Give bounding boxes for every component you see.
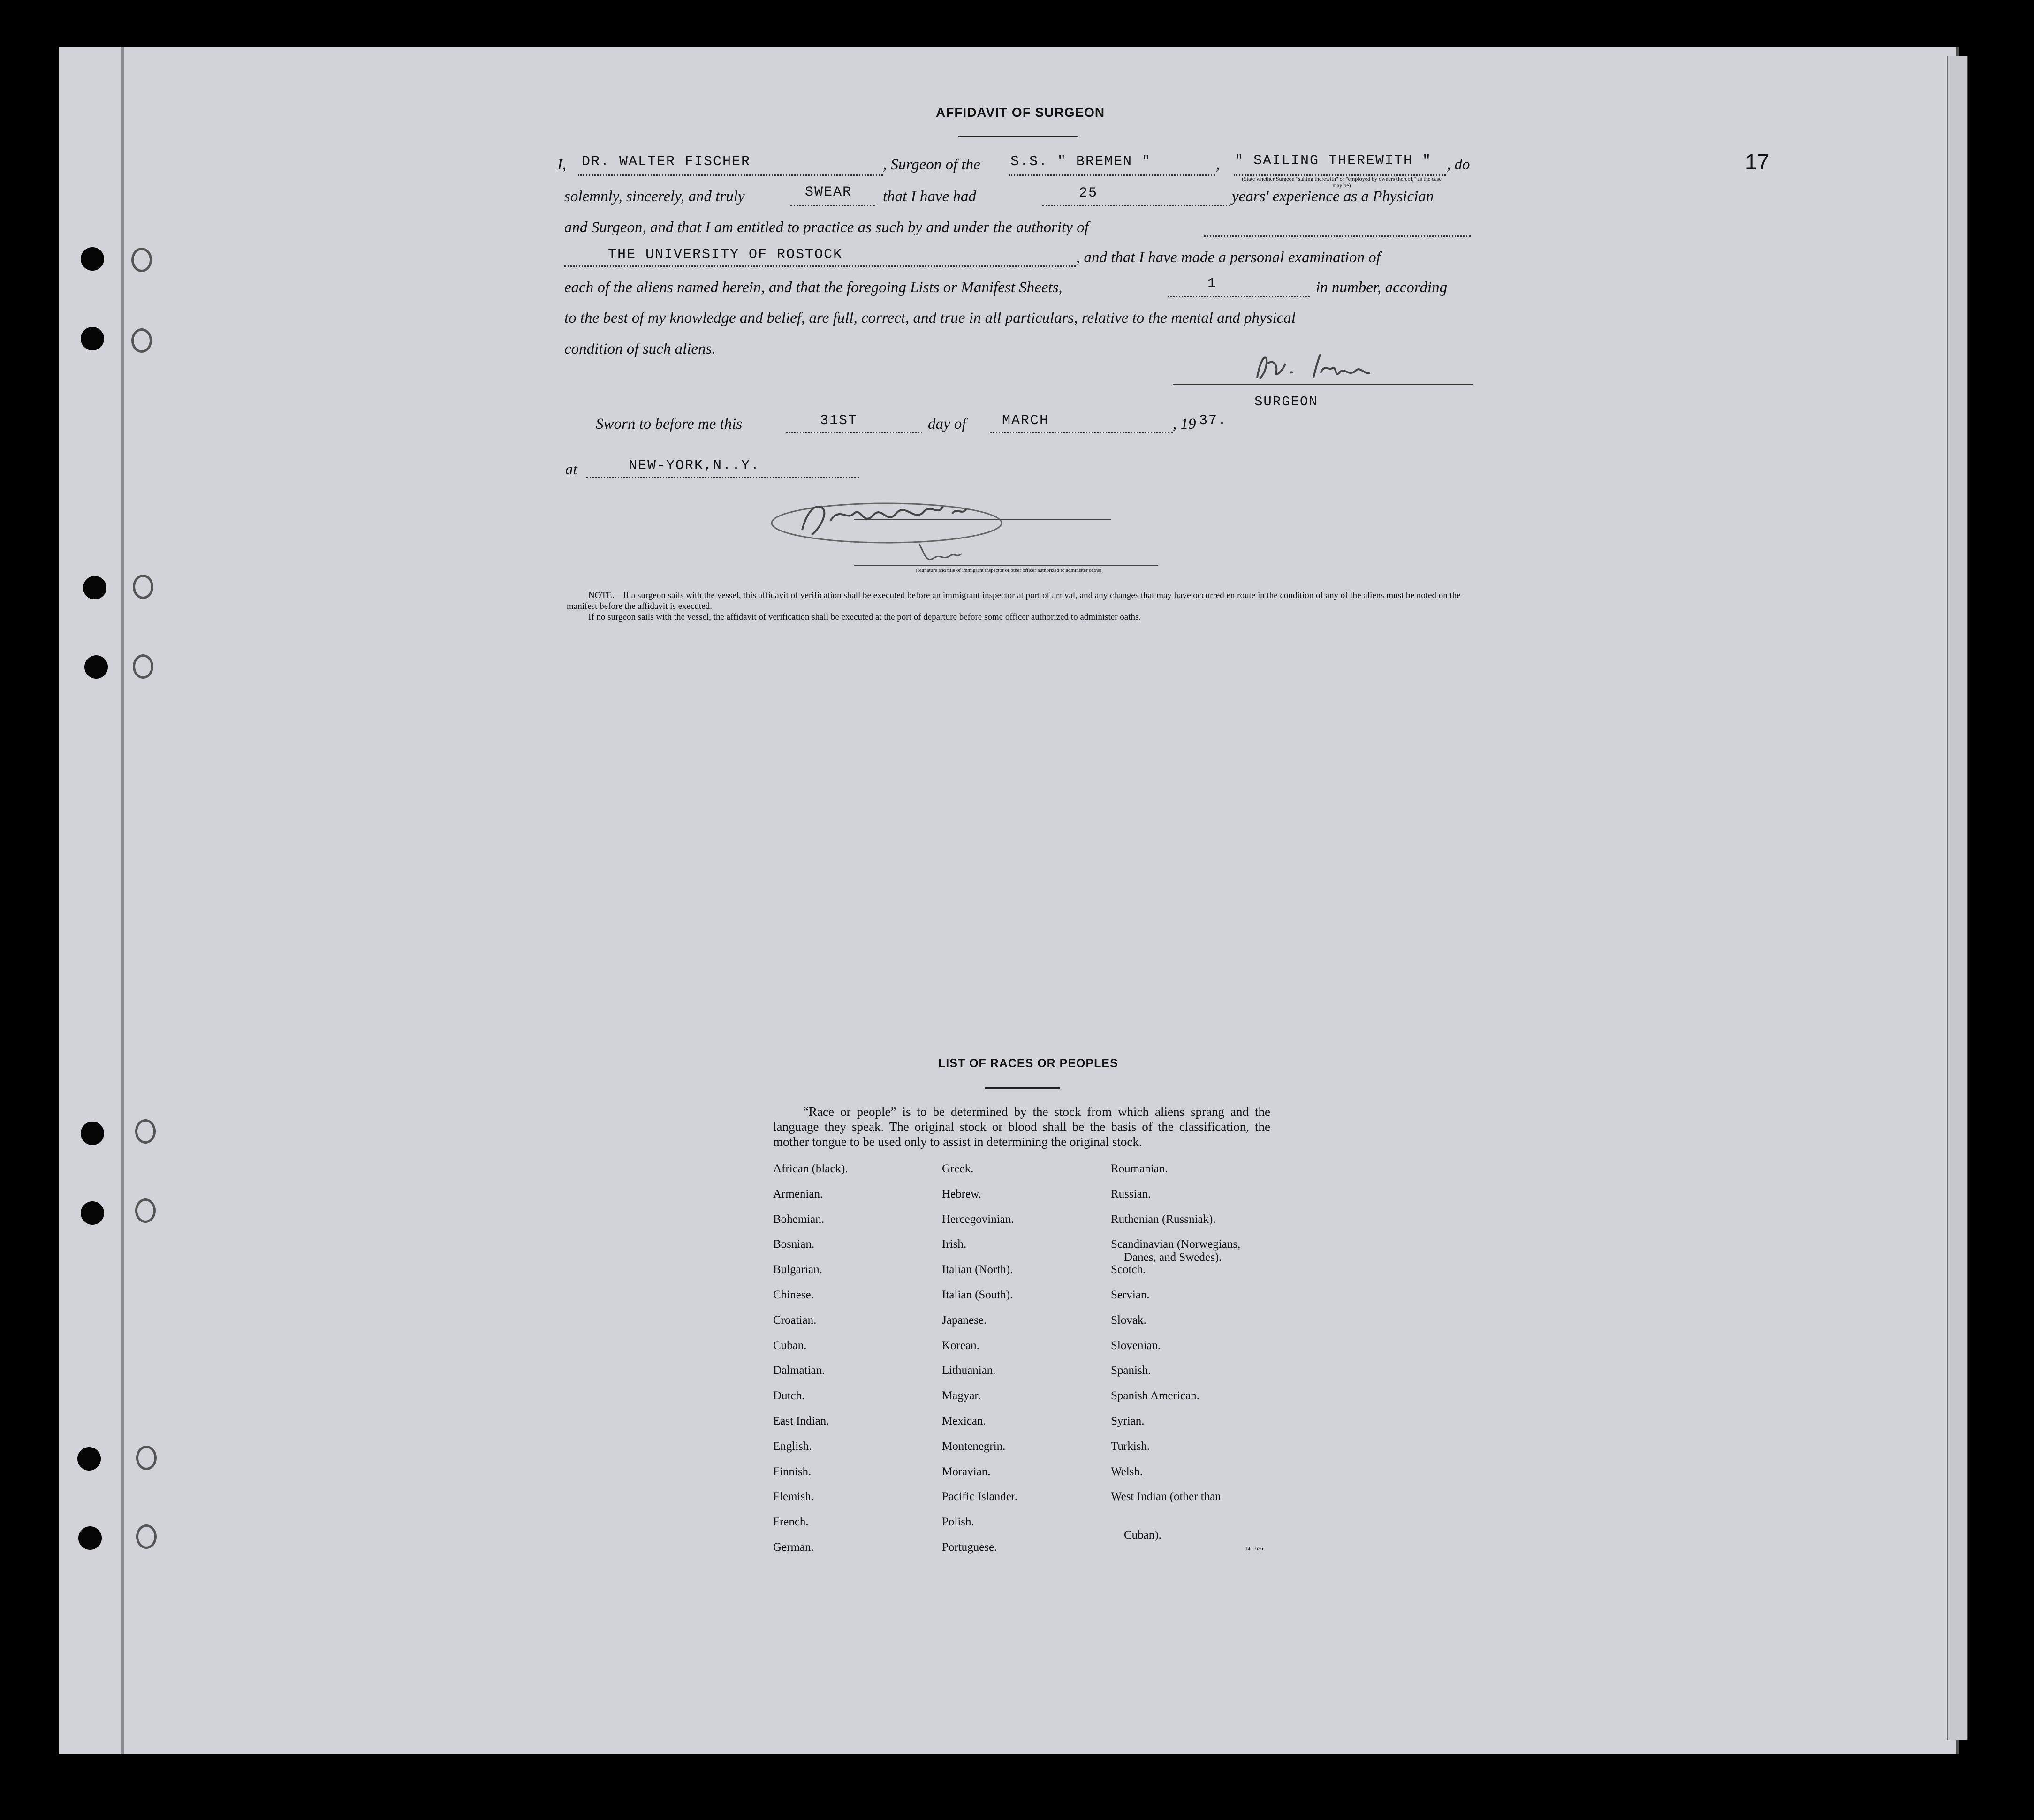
race-item: Croatian. (773, 1313, 817, 1327)
form-number: 14—636 (1245, 1546, 1263, 1552)
reinforcement-ring (136, 1446, 157, 1470)
surgeon-signature-line (1173, 384, 1473, 385)
race-item: Slovenian. (1111, 1339, 1161, 1352)
sworn-year-field: 37. (1199, 413, 1228, 429)
affidavit-title: AFFIDAVIT OF SURGEON (936, 105, 1105, 120)
race-item: Danes, and Swedes). (1124, 1251, 1222, 1264)
authority-field: THE UNIVERSITY OF ROSTOCK (608, 247, 843, 263)
race-item: Hercegovinian. (942, 1213, 1014, 1226)
surgeon-signature (1238, 345, 1445, 387)
line2-prefix: solemnly, sincerely, and truly (564, 188, 745, 205)
reinforcement-ring (131, 248, 152, 272)
line1-surgeon-of: , Surgeon of the (883, 156, 980, 173)
oath-field: SWEAR (805, 184, 852, 200)
officer-signature-line (854, 519, 1111, 520)
race-item: Chinese. (773, 1289, 814, 1301)
race-item: Portuguese. (942, 1541, 997, 1554)
sworn-month-field: MARCH (1002, 413, 1049, 429)
race-item: Spanish. (1111, 1364, 1151, 1377)
authority-blank-2 (564, 265, 1076, 267)
reinforcement-ring (131, 328, 152, 353)
race-item: French. (773, 1516, 809, 1529)
race-item: Syrian. (1111, 1415, 1145, 1427)
line5-suffix: in number, according (1316, 279, 1448, 296)
race-item: Hebrew. (942, 1187, 981, 1200)
race-item: Scotch. (1111, 1263, 1146, 1276)
race-item: African (black). (773, 1162, 848, 1175)
race-item: Magyar. (942, 1389, 981, 1403)
race-item: Cuban. (773, 1339, 807, 1352)
binder-hole (78, 1526, 102, 1550)
binder-hole (84, 655, 108, 679)
race-item: Servian. (1111, 1289, 1150, 1301)
sheets-field: 1 (1207, 276, 1217, 292)
race-item: Irish. (942, 1238, 967, 1251)
race-item: English. (773, 1440, 812, 1453)
ship-name-field: S.S. " BREMEN " (1010, 154, 1152, 170)
race-item: German. (773, 1541, 814, 1554)
race-item: Welsh. (1111, 1465, 1143, 1478)
years-blank (1042, 205, 1230, 206)
line4-suffix: , and that I have made a personal examination of (1076, 249, 1381, 266)
affidavit-note: NOTE.—If a surgeon sails with the vessel, this affidavit of verification shall be executed before an immigrant inspector at port of arrival, and any changes that may have occurred en route in the condition of any of the aliens must be noted on the manifest before the affidavit is executed. (567, 591, 1461, 611)
binder-hole (81, 327, 104, 350)
sheets-blank (1168, 296, 1310, 297)
sworn-day-of: day of (928, 416, 966, 432)
race-item: Moravian. (942, 1465, 991, 1478)
race-item: Ruthenian (Russniak). (1111, 1213, 1216, 1226)
line1-do: , do (1447, 156, 1470, 173)
place-prefix: at (565, 461, 577, 478)
surgeon-name-field: DR. WALTER FISCHER (582, 154, 751, 170)
race-item: Scandinavian (Norwegians, (1111, 1238, 1241, 1251)
officer-title-line (854, 565, 1158, 566)
reinforcement-ring (135, 1198, 156, 1223)
race-item: Russian. (1111, 1187, 1151, 1200)
race-item: Spanish American. (1111, 1389, 1199, 1403)
line2-suffix: years' experience as a Physician (1232, 188, 1434, 205)
race-item: Lithuanian. (942, 1364, 996, 1377)
binder-hole (81, 247, 104, 271)
page-stack-edge (1947, 56, 1968, 1740)
oath-blank (790, 205, 875, 206)
years-field: 25 (1079, 185, 1098, 201)
page-number: 17 (1745, 150, 1769, 174)
line1-comma: , (1216, 156, 1220, 173)
ship-blank (1009, 174, 1215, 176)
binder-hole (81, 1201, 104, 1225)
races-intro: “Race or people” is to be determined by the stock from which aliens sprang and the language they speak. The original stock or blood shall be the basis of the classification, the mother tongue to be used only to assist in determining the original stock. (773, 1105, 1270, 1149)
race-item: Slovak. (1111, 1313, 1146, 1327)
name-blank (578, 174, 883, 176)
race-item: Polish. (942, 1516, 974, 1529)
race-item: Bulgarian. (773, 1263, 822, 1276)
authority-blank-1 (1204, 235, 1471, 237)
day-blank (786, 432, 922, 433)
binding-margin-line (121, 47, 124, 1754)
race-item: Pacific Islander. (942, 1490, 1018, 1503)
sailing-status-field: " SAILING THEREWITH " (1235, 153, 1432, 169)
race-item: West Indian (other than (1111, 1490, 1221, 1503)
race-item: Bohemian. (773, 1213, 825, 1226)
officer-signature (765, 488, 1027, 572)
binder-hole (83, 576, 106, 599)
race-item: Italian (North). (942, 1263, 1013, 1276)
races-title-underline (985, 1087, 1060, 1089)
race-item: Turkish. (1111, 1440, 1150, 1453)
sworn-year-prefix: , 19 (1173, 416, 1196, 432)
line7-text: condition of such aliens. (564, 341, 716, 357)
place-blank (586, 477, 859, 478)
line2-middle: that I have had (883, 188, 976, 205)
race-item: Flemish. (773, 1490, 814, 1503)
affidavit-note-2: If no surgeon sails with the vessel, the affidavit of verification shall be executed at the port of departure before some officer authorized to administer oaths. (588, 612, 1141, 622)
sworn-day-field: 31ST (820, 413, 858, 429)
line6-text: to the best of my knowledge and belief, are full, correct, and true in all particulars, relative to the mental and physical (564, 310, 1296, 326)
race-item: Montenegrin. (942, 1440, 1006, 1453)
binder-hole (81, 1122, 104, 1145)
reinforcement-ring (133, 654, 153, 679)
race-item: Finnish. (773, 1465, 812, 1478)
sworn-prefix: Sworn to before me this (596, 416, 743, 432)
race-item: Dutch. (773, 1389, 805, 1403)
month-blank (990, 432, 1173, 433)
race-item: Bosnian. (773, 1238, 815, 1251)
place-field: NEW-YORK,N..Y. (629, 458, 760, 474)
race-item: Roumanian. (1111, 1162, 1168, 1175)
race-item: Armenian. (773, 1187, 823, 1200)
race-item: East Indian. (773, 1415, 829, 1427)
line1-prefix: I, (557, 156, 567, 173)
title-underline (958, 136, 1078, 137)
sailing-note: (State whether Surgeon "sailing therewith" or "employed by owners thereof," as the case may be) (1242, 175, 1442, 189)
line5-prefix: each of the aliens named herein, and that the foregoing Lists or Manifest Sheets, (564, 279, 1063, 296)
reinforcement-ring (133, 575, 153, 599)
race-item: Korean. (942, 1339, 979, 1352)
line3-text: and Surgeon, and that I am entitled to practice as such by and under the authority of (564, 219, 1089, 236)
race-item: Japanese. (942, 1313, 987, 1327)
reinforcement-ring (136, 1524, 157, 1549)
reinforcement-ring (135, 1119, 156, 1144)
surgeon-label: SURGEON (1254, 394, 1318, 410)
binder-hole (77, 1447, 101, 1471)
race-item: Mexican. (942, 1415, 986, 1427)
race-item: Italian (South). (942, 1289, 1013, 1301)
race-item: Greek. (942, 1162, 974, 1175)
officer-caption: (Signature and title of immigrant inspector or other officer authorized to administer oaths) (915, 568, 1102, 573)
race-item: Dalmatian. (773, 1364, 825, 1377)
races-title: LIST OF RACES OR PEOPLES (938, 1057, 1118, 1070)
race-item: Cuban). (1124, 1529, 1161, 1542)
